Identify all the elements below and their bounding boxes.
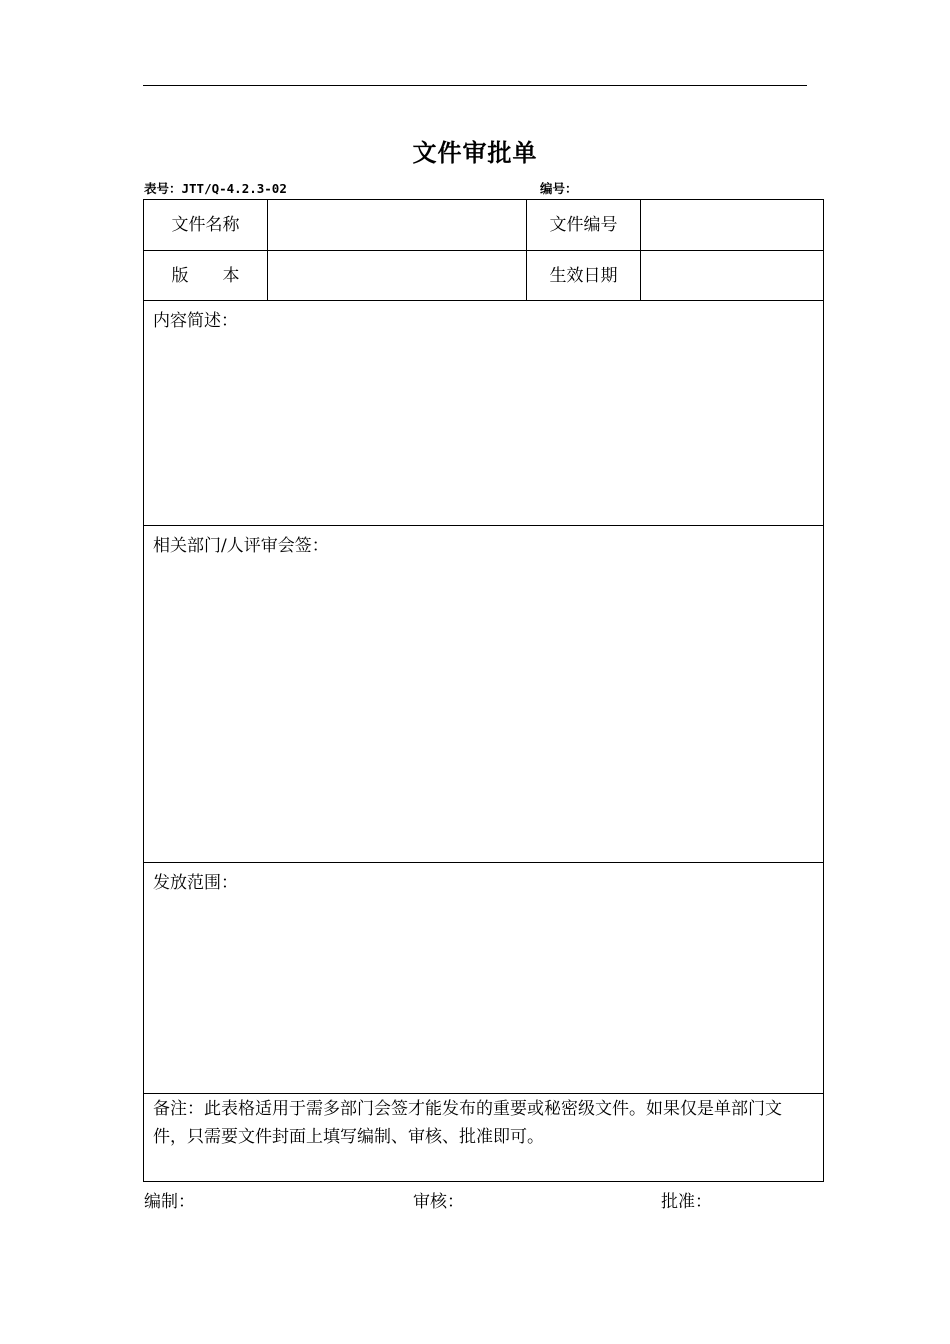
form-number: 表号：JTT/Q-4.2.3-02: [144, 181, 287, 196]
file-name-field[interactable]: [268, 200, 526, 249]
effective-date-label: 生效日期: [549, 266, 618, 286]
version-label: 版 本: [171, 266, 240, 286]
row-divider: [144, 862, 823, 863]
file-number-label: 文件编号: [549, 215, 618, 235]
note-text: 备注：此表格适用于需多部门会签才能发布的重要或秘密级文件。如果仅是单部门文件，只需要文件封面上填写编制、审核、批准即可。: [153, 1099, 782, 1147]
summary-label: 内容简述：: [153, 311, 238, 331]
file-name-label: 文件名称: [171, 215, 240, 235]
distribution-label: 发放范围：: [153, 873, 238, 893]
effective-date-field[interactable]: [641, 251, 823, 300]
row-divider: [144, 525, 823, 526]
reviewed-by-label: 审核：: [413, 1192, 464, 1212]
prepared-by-label: 编制：: [144, 1192, 195, 1212]
header-rule: [143, 85, 807, 86]
approved-by-label: 批准：: [661, 1192, 712, 1212]
file-number-field[interactable]: [641, 200, 823, 249]
row-divider: [144, 1093, 823, 1094]
version-field[interactable]: [268, 251, 526, 300]
page-title: 文件审批单: [412, 138, 538, 167]
approval-form-table: [143, 199, 824, 1182]
serial-number-label: 编号：: [540, 181, 578, 196]
review-signoff-label: 相关部门/人评审会签：: [153, 536, 329, 556]
